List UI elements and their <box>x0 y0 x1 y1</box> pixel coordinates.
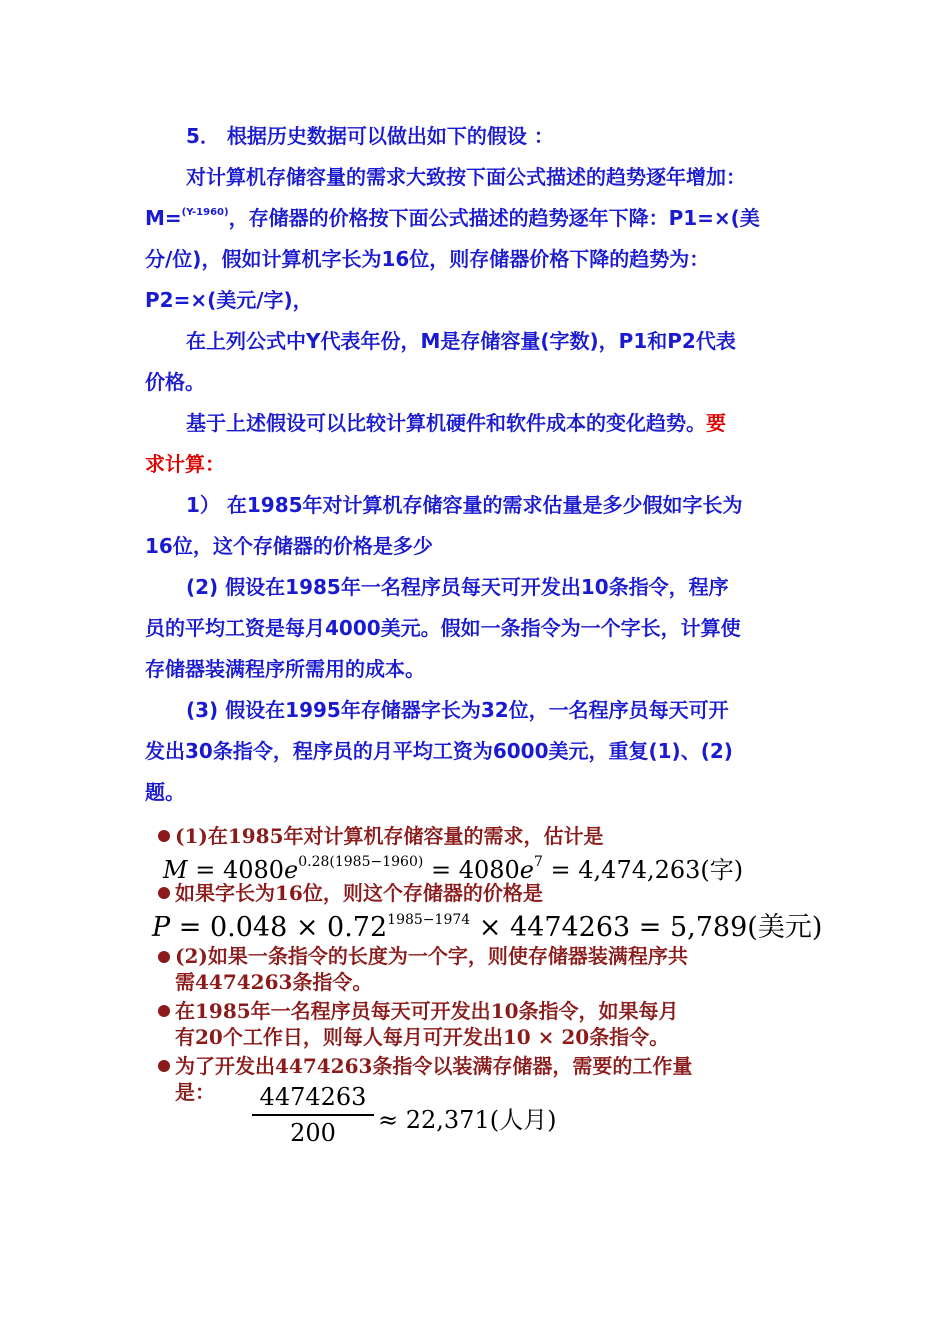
problem-para2-line2: 价格。 <box>145 370 205 394</box>
solution-bullet3-line1: (2)如果一条指令的长度为一个字，则使存储器装满程序共 <box>175 944 688 968</box>
solution-bullet1: (1)在1985年对计算机存储容量的需求，估计是 <box>175 824 604 848</box>
problem-para1-line2: M=$^{(Y-1960)}$，存储器的价格按下面公式描述的趋势逐年下降：P1=×(美 <box>145 206 760 230</box>
bullet-icon <box>158 1060 170 1072</box>
formula-effort-fraction <box>252 1083 374 1147</box>
formula-effort-result: ≈ 22,371(人月) <box>378 1106 557 1134</box>
problem-heading: 5． 根据历史数据可以做出如下的假设 ： <box>186 124 554 148</box>
question2-line2: 员的平均工资是每月4000美元。假如一条指令为一个字长，计算使 <box>145 616 741 640</box>
solution-bullet3-line2: 需4474263条指令。 <box>175 970 373 994</box>
fraction-bar <box>252 1114 374 1116</box>
question1-line1: 1） 在1985年对计算机存储容量的需求估量是多少假如字长为 <box>186 493 743 517</box>
formula-price: $P = 0.048 \times 0.72^{1985-1974} \times 4474263 = 5,789$(美元) <box>152 912 823 943</box>
question3-line3: 题。 <box>145 780 185 804</box>
requirement-label: 要 <box>706 411 726 435</box>
solution-bullet5-line1: 为了开发出4474263条指令以装满存储器，需要的工作量 <box>175 1054 693 1078</box>
solution-bullet5-line2: 是： <box>175 1080 215 1104</box>
bullet-icon <box>158 887 170 899</box>
problem-para1-line4: P2=×(美元/字)， <box>145 288 313 312</box>
solution-bullet4-line2: 有20个工作日，则每人每月可开发出10 × 20条指令。 <box>175 1025 670 1049</box>
bullet-icon <box>158 951 170 963</box>
problem-para1-line3: 分/位)，假如计算机字长为16位，则存储器价格下降的趋势为： <box>145 247 710 271</box>
bullet-icon <box>158 830 170 842</box>
problem-para3-line2: 求计算： <box>145 452 225 476</box>
bullet-icon <box>158 1005 170 1017</box>
question2-line1: (2) 假设在1985年一名程序员每天可开发出10条指令，程序 <box>186 575 729 599</box>
problem-para1-line1: 对计算机存储容量的需求大致按下面公式描述的趋势逐年增加： <box>186 165 746 189</box>
question1-line2: 16位，这个存储器的价格是多少 <box>145 534 433 558</box>
fraction-numerator: 4474263 <box>259 1083 367 1111</box>
question2-line3: 存储器装满程序所需用的成本。 <box>145 657 425 681</box>
fraction-denominator: 200 <box>290 1119 336 1147</box>
problem-para3-line1: 基于上述假设可以比较计算机硬件和软件成本的变化趋势。要 <box>186 411 726 435</box>
solution-bullet4-line1: 在1985年一名程序员每天可开发出10条指令，如果每月 <box>175 999 679 1023</box>
solution-bullet2: 如果字长为16位，则这个存储器的价格是 <box>175 881 543 905</box>
formula-demand: $M = 4080e^{0.28(1985-1960)} = 4080e^7 = 4,474,263$(字) <box>163 854 744 884</box>
problem-para2-line1: 在上列公式中Y代表年份，M是存储容量(字数)，P1和P2代表 <box>186 329 736 353</box>
question3-line2: 发出30条指令，程序员的月平均工资为6000美元，重复(1)、(2) <box>145 739 733 763</box>
question3-line1: (3) 假设在1995年存储器字长为32位，一名程序员每天可开 <box>186 698 729 722</box>
exponent-label: (Y-1960) <box>181 207 229 218</box>
